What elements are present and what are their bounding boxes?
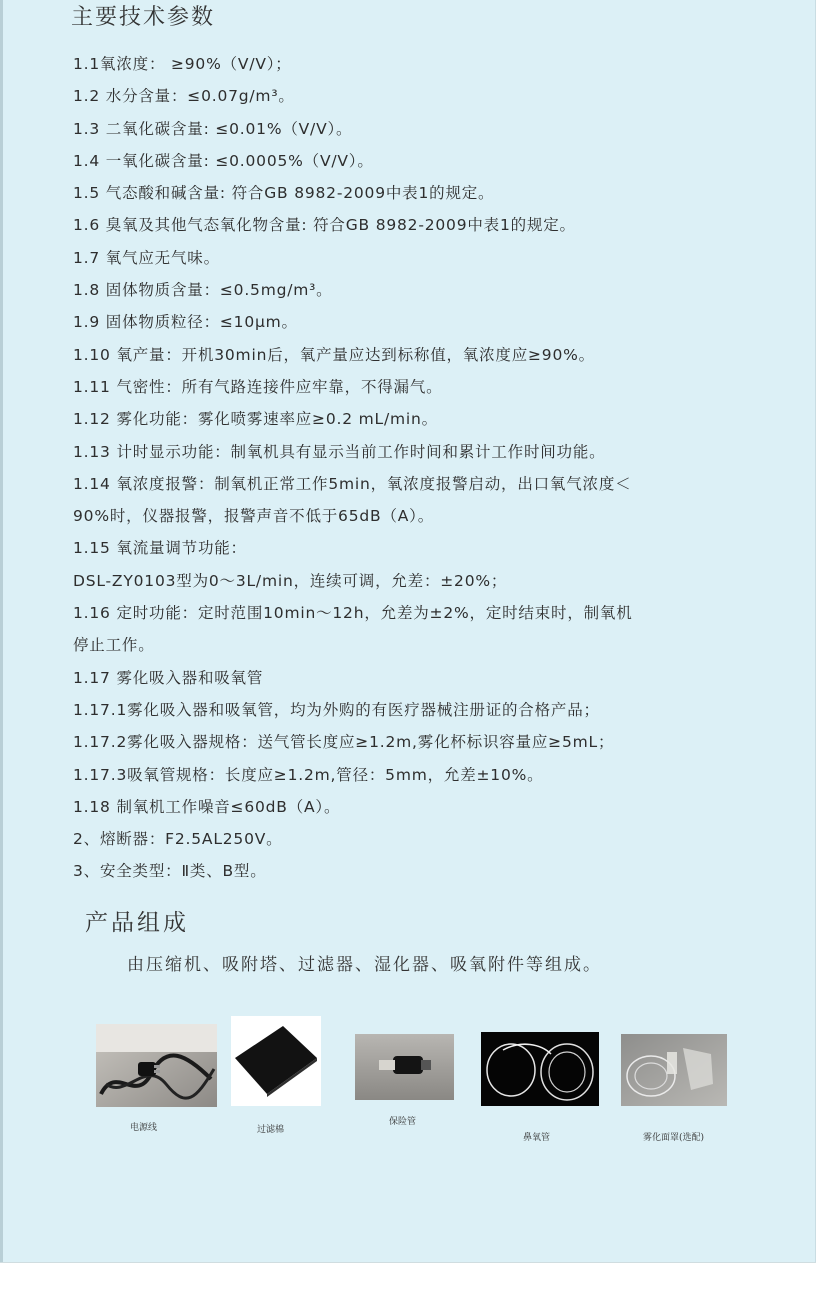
fuse-tube-photo [355, 1034, 454, 1100]
spec-line: 1.18 制氧机工作噪音≤60dB（A）。 [73, 797, 341, 816]
spec-line: 1.5 气态酸和碱含量: 符合GB 8982-2009中表1的规定。 [73, 184, 495, 203]
spec-line: 1.17 雾化吸入器和吸氧管 [73, 668, 264, 687]
spec-line: 1.14 氧浓度报警：制氧机正常工作5min，氧浓度报警启动，出口氧气浓度＜ [73, 474, 632, 493]
spec-line: 1.4 一氧化碳含量: ≤0.0005%（V/V）。 [73, 151, 374, 170]
spec-line: 3、安全类型：Ⅱ类、B型。 [73, 862, 267, 881]
spec-line: 1.12 雾化功能：雾化喷雾速率应≥0.2 mL/min。 [73, 410, 438, 429]
spec-line: 1.1氧浓度： ≥90%（V/V）； [73, 55, 292, 73]
product-caption: 过滤棉 [257, 1125, 285, 1135]
spec-line: 2、熔断器：F2.5AL250V。 [73, 830, 283, 849]
power-cord-photo [96, 1024, 217, 1107]
spec-line: 1.7 氧气应无气味。 [73, 248, 220, 267]
spec-list [73, 48, 793, 888]
spec-line: 1.6 臭氧及其他气态氧化物含量: 符合GB 8982-2009中表1的规定。 [73, 216, 576, 235]
spec-line: 停止工作。 [73, 636, 155, 655]
spec-line: 1.16 定时功能：定时范围10min～12h，允差为±2%，定时结束时，制氧机 [73, 604, 633, 623]
product-caption: 保险管 [389, 1117, 417, 1127]
product-filter-cotton [231, 1016, 323, 1146]
product-nasal-cannula [481, 1032, 601, 1152]
spec-line: 90%时，仪器报警，报警声音不低于65dB（A）。 [73, 507, 435, 526]
nebulizer-mask-photo [621, 1034, 727, 1106]
spec-line: 1.3 二氧化碳含量: ≤0.01%（V/V）。 [73, 119, 353, 138]
filter-cotton-photo [231, 1016, 321, 1106]
product-caption: 电源线 [130, 1123, 158, 1133]
product-caption: 雾化面罩(选配) [643, 1133, 705, 1143]
composition-description: 由压缩机、吸附塔、过滤器、湿化器、吸氧附件等组成。 [127, 955, 602, 975]
spec-line: 1.17.1雾化吸入器和吸氧管，均为外购的有医疗器械注册证的合格产品； [73, 700, 600, 719]
spec-line: 1.8 固体物质含量：≤0.5mg/m³。 [73, 281, 333, 300]
product-fuse-tube [355, 1034, 455, 1144]
spec-line: 1.2 水分含量：≤0.07g/m³。 [73, 87, 295, 106]
spec-line: 1.10 氧产量：开机30min后，氧产量应达到标称值，氧浓度应≥90%。 [73, 345, 595, 364]
spec-line: 1.11 气密性：所有气路连接件应牢靠，不得漏气。 [73, 377, 443, 396]
product-gallery [3, 1010, 816, 1150]
spec-line: 1.17.2雾化吸入器规格：送气管长度应≥1.2m,雾化杯标识容量应≥5mL； [73, 733, 615, 752]
spec-line: 1.9 固体物质粒径：≤10μm。 [73, 313, 298, 332]
spec-line: DSL-ZY0103型为0～3L/min，连续可调，允差：±20%； [73, 571, 508, 590]
spec-line: 1.13 计时显示功能：制氧机具有显示当前工作时间和累计工作时间功能。 [73, 442, 606, 461]
spec-line: 1.15 氧流量调节功能： [73, 539, 247, 558]
composition-title: 产品组成 [85, 910, 189, 936]
spec-line: 1.17.3吸氧管规格：长度应≥1.2m,管径：5mm，允差±10%。 [73, 765, 544, 784]
product-power-cord [96, 1024, 218, 1154]
product-caption: 鼻氧管 [523, 1133, 551, 1143]
nasal-cannula-photo [481, 1032, 599, 1106]
page-divider [0, 1262, 816, 1263]
spec-section-title: 主要技术参数 [71, 5, 216, 30]
product-nebulizer-mask [621, 1034, 731, 1154]
